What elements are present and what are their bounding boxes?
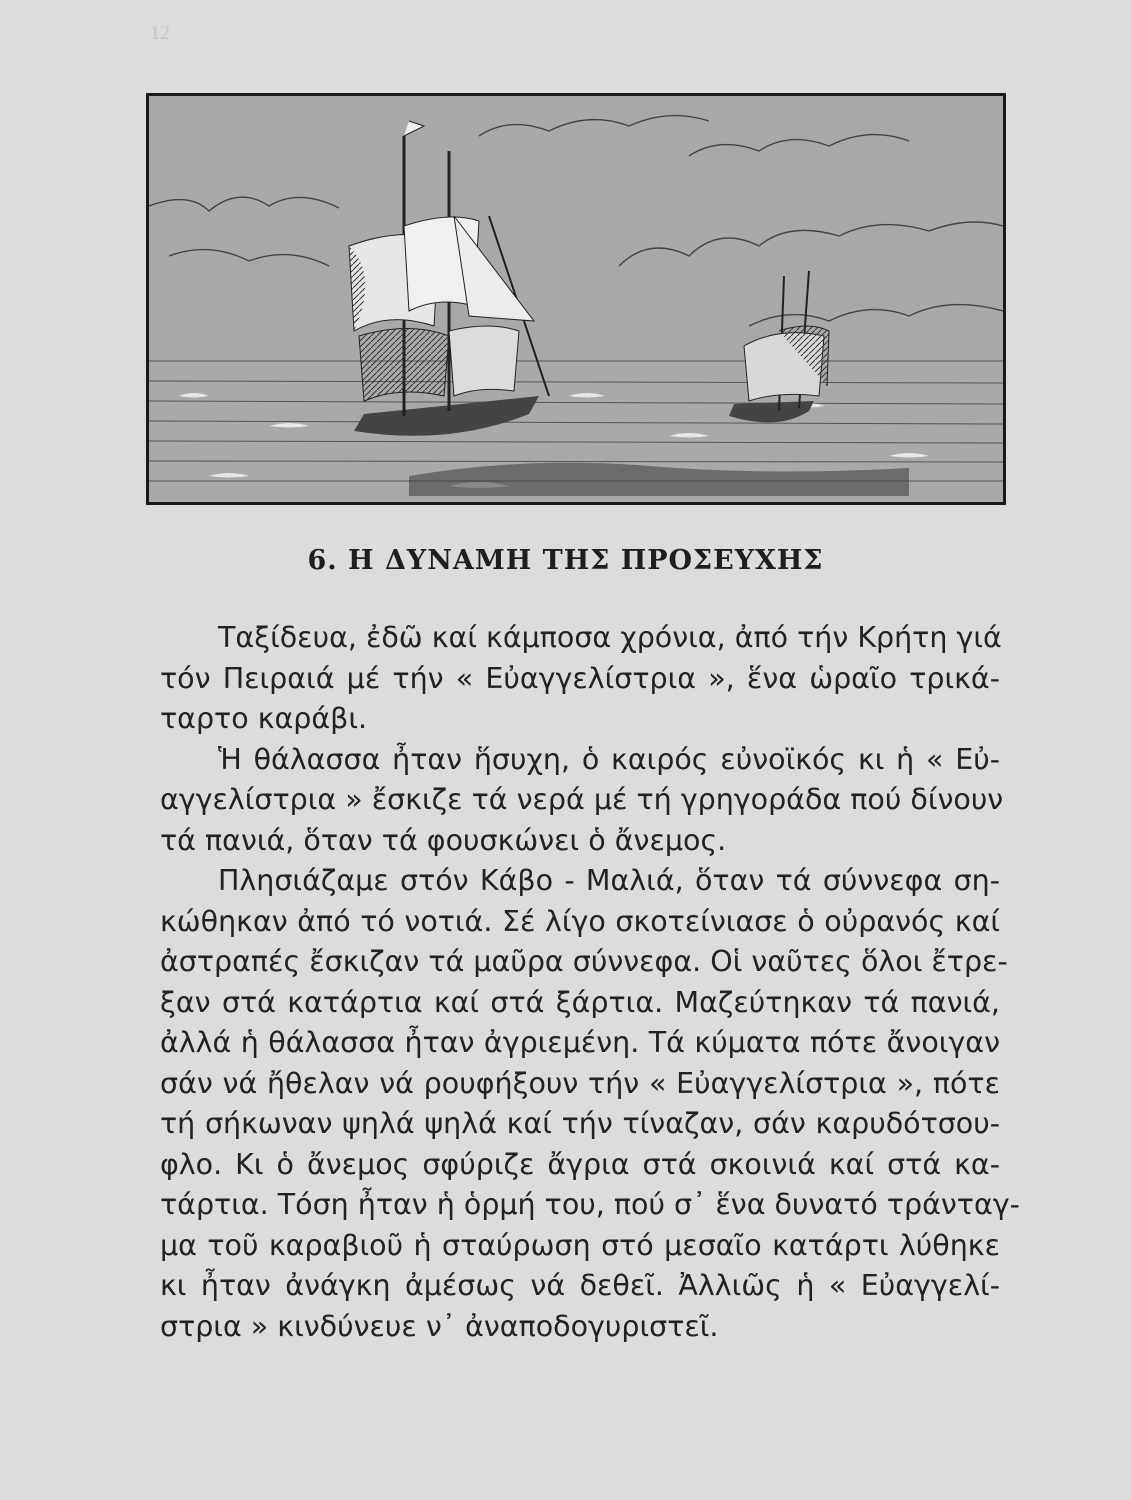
chapter-heading: 6. Η ΔΥΝΑΜΗ ΤΗΣ ΠΡΟΣΕΥΧΗΣ [307, 545, 824, 576]
body-text [160, 618, 1020, 1347]
paragraph-line: τά πανιά, ὅταν τά φουσκώνει ὁ ἄνεμος. [160, 823, 727, 857]
paragraph-line: ξαν στά κατάρτια καί στά ξάρτια. Μαζεύτηκαν τά πανιά, [160, 985, 1000, 1019]
paragraph-line: Ἡ θάλασσα ἦταν ἥσυχη, ὁ καιρός εὐνοϊκός κι ἡ « Εὐ- [218, 742, 1000, 776]
paragraph-line: αγγελίστρια » ἔσκιζε τά νερά μέ τή γρηγοράδα πού δίνουν [160, 783, 1004, 816]
paragraph-line: ἀλλά ἡ θάλασσα ἦταν ἀγριεμένη. Τά κύματα πότε ἄνοιγαν [160, 1026, 1000, 1059]
sailing-ships-illustration [146, 93, 1006, 505]
paragraph-line: Πλησιάζαμε στόν Κάβο - Μαλιά, ὅταν τά σύννεφα ση- [218, 864, 1000, 897]
paragraph-line: κώθηκαν ἀπό τό νοτιά. Σέ λίγο σκοτείνιασε ὁ οὐρανός καί [160, 904, 1000, 938]
sailing-ships-drawing [149, 96, 1003, 502]
paragraph-line: τάρτια. Τόση ἦταν ἡ ὁρμή του, πού σ᾿ ἕνα δυνατό τράνταγ- [160, 1188, 1020, 1221]
page-number: 12 [150, 22, 170, 44]
paragraph-line: στρια » κινδύνευε ν᾿ ἀναποδογυριστεῖ. [160, 1309, 719, 1343]
paragraph-line: Ταξίδευα, ἐδῶ καί κάμποσα χρόνια, ἀπό τήν Κρήτη γιά [218, 621, 1002, 654]
paragraph-line: κι ἦταν ἀνάγκη ἀμέσως νά δεθεῖ. Ἀλλιῶς ἡ « Εὐαγγελί- [160, 1269, 1000, 1302]
paragraph-line: σάν νά ἤθελαν νά ρουφήξουν τήν « Εὐαγγελίστρια », πότε [160, 1066, 1000, 1100]
paragraph-line: τή σήκωναν ψηλά ψηλά καί τήν τίναζαν, σάν καρυδότσου- [160, 1107, 1000, 1140]
paragraph-line: μα τοῦ καραβιοῦ ἡ σταύρωση στό μεσαῖο κατάρτι λύθηκε [160, 1228, 1000, 1262]
paragraph-line: ταρτο καράβι. [160, 702, 368, 735]
paragraph-line: ἀστραπές ἔσκιζαν τά μαῦρα σύννεφα. Οἱ ναῦτες ὅλοι ἔτρε- [160, 945, 1008, 978]
paragraph-line: φλο. Κι ὁ ἄνεμος σφύριζε ἄγρια στά σκοινιά καί στά κα- [160, 1147, 1000, 1181]
paragraph-line: τόν Πειραιά μέ τήν « Εὐαγγελίστρια », ἕνα ὡραῖο τρικά- [160, 661, 1000, 695]
